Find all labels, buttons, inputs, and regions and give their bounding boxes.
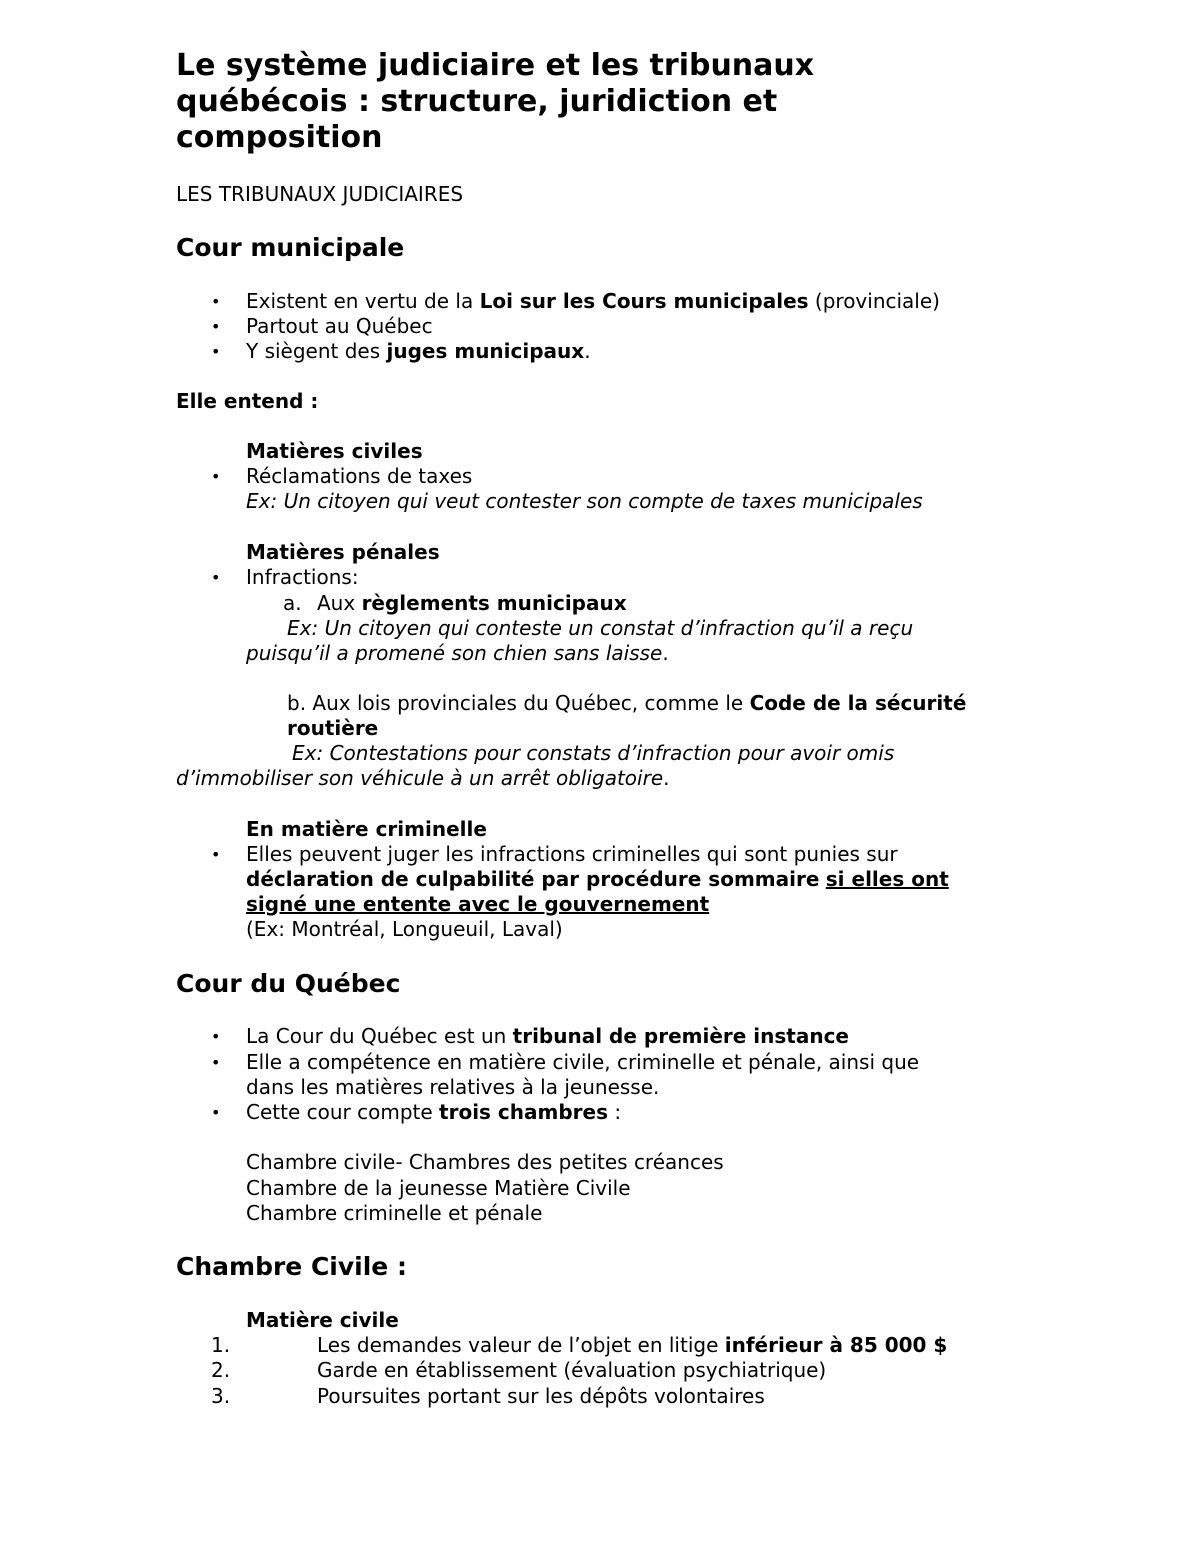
penales-a-example-line-2: puisqu’il a promené son chien sans laisse. bbox=[246, 641, 669, 665]
penales-b-example-line-1: Ex: Contestations pour constats d’infraction pour avoir omis bbox=[292, 741, 895, 765]
penales-item: Infractions: bbox=[246, 565, 359, 589]
penales-b-example-line-2: d’immobiliser son véhicule à un arrêt obligatoire. bbox=[176, 766, 670, 790]
matiere-civile-subheading: Matière civile bbox=[246, 1308, 399, 1332]
cour-du-quebec-heading: Cour du Québec bbox=[176, 969, 401, 998]
list-number: 1. bbox=[211, 1333, 231, 1357]
document-title-line-1: Le système judiciaire et les tribunaux bbox=[176, 48, 815, 83]
bullet-marker: • bbox=[211, 845, 221, 864]
matieres-civiles-heading: Matières civiles bbox=[246, 439, 423, 463]
section-label: LES TRIBUNAUX JUDICIAIRES bbox=[176, 182, 464, 206]
cour-municipale-heading: Cour municipale bbox=[176, 233, 405, 262]
chambre-item: Chambre criminelle et pénale bbox=[246, 1201, 543, 1225]
cm-bullet-3: Y siègent des juges municipaux. bbox=[246, 339, 591, 363]
civiles-example: Ex: Un citoyen qui veut contester son compte de taxes municipales bbox=[246, 489, 923, 513]
list-item: Poursuites portant sur les dépôts volontaires bbox=[317, 1384, 765, 1408]
chambre-item: Chambre de la jeunesse Matière Civile bbox=[246, 1176, 631, 1200]
bullet-marker: • bbox=[211, 467, 221, 486]
criminelle-line-3: signé une entente avec le gouvernement bbox=[246, 892, 710, 916]
penales-a-marker: a. bbox=[283, 591, 302, 615]
elle-entend-label: Elle entend : bbox=[176, 389, 319, 413]
bullet-marker: • bbox=[211, 292, 221, 311]
criminelle-line-2: déclaration de culpabilité par procédure sommaire si elles ont bbox=[246, 867, 949, 891]
cm-bullet-1: Existent en vertu de la Loi sur les Cours municipales (provinciale) bbox=[246, 289, 940, 313]
bullet-marker: • bbox=[211, 342, 221, 361]
bullet-marker: • bbox=[211, 317, 221, 336]
chambre-item: Chambre civile- Chambres des petites créances bbox=[246, 1150, 724, 1174]
chambre-civile-heading: Chambre Civile : bbox=[176, 1252, 407, 1281]
criminelle-line-4: (Ex: Montréal, Longueuil, Laval) bbox=[246, 917, 563, 941]
penales-b-text: b. Aux lois provinciales du Québec, comme le Code de la sécurité bbox=[287, 691, 967, 715]
cq-bullet-1: La Cour du Québec est un tribunal de première instance bbox=[246, 1024, 849, 1048]
list-number: 2. bbox=[211, 1358, 231, 1382]
criminelle-line-1: Elles peuvent juger les infractions criminelles qui sont punies sur bbox=[246, 842, 898, 866]
penales-a-example-line-1: Ex: Un citoyen qui conteste un constat d’infraction qu’il a reçu bbox=[287, 616, 914, 640]
bullet-marker: • bbox=[211, 1103, 221, 1122]
penales-b-text-line-2: routière bbox=[287, 716, 379, 740]
matieres-penales-heading: Matières pénales bbox=[246, 540, 440, 564]
cm-bullet-2: Partout au Québec bbox=[246, 314, 433, 338]
cq-bullet-2-line-1: Elle a compétence en matière civile, criminelle et pénale, ainsi que bbox=[246, 1050, 920, 1074]
document-title-line-3: composition bbox=[176, 120, 383, 155]
civiles-item: Réclamations de taxes bbox=[246, 464, 473, 488]
bullet-marker: • bbox=[211, 1027, 221, 1046]
list-number: 3. bbox=[211, 1384, 231, 1408]
penales-a-text: Aux règlements municipaux bbox=[317, 591, 627, 615]
bullet-marker: • bbox=[211, 1053, 221, 1072]
matiere-criminelle-heading: En matière criminelle bbox=[246, 817, 487, 841]
list-item: Les demandes valeur de l’objet en litige inférieur à 85 000 $ bbox=[317, 1333, 948, 1357]
bullet-marker: • bbox=[211, 568, 221, 587]
cq-bullet-2-line-2: dans les matières relatives à la jeunesse. bbox=[246, 1075, 660, 1099]
list-item: Garde en établissement (évaluation psychiatrique) bbox=[317, 1358, 827, 1382]
cq-bullet-3: Cette cour compte trois chambres : bbox=[246, 1100, 622, 1124]
document-title-line-2: québécois : structure, juridiction et bbox=[176, 84, 778, 119]
